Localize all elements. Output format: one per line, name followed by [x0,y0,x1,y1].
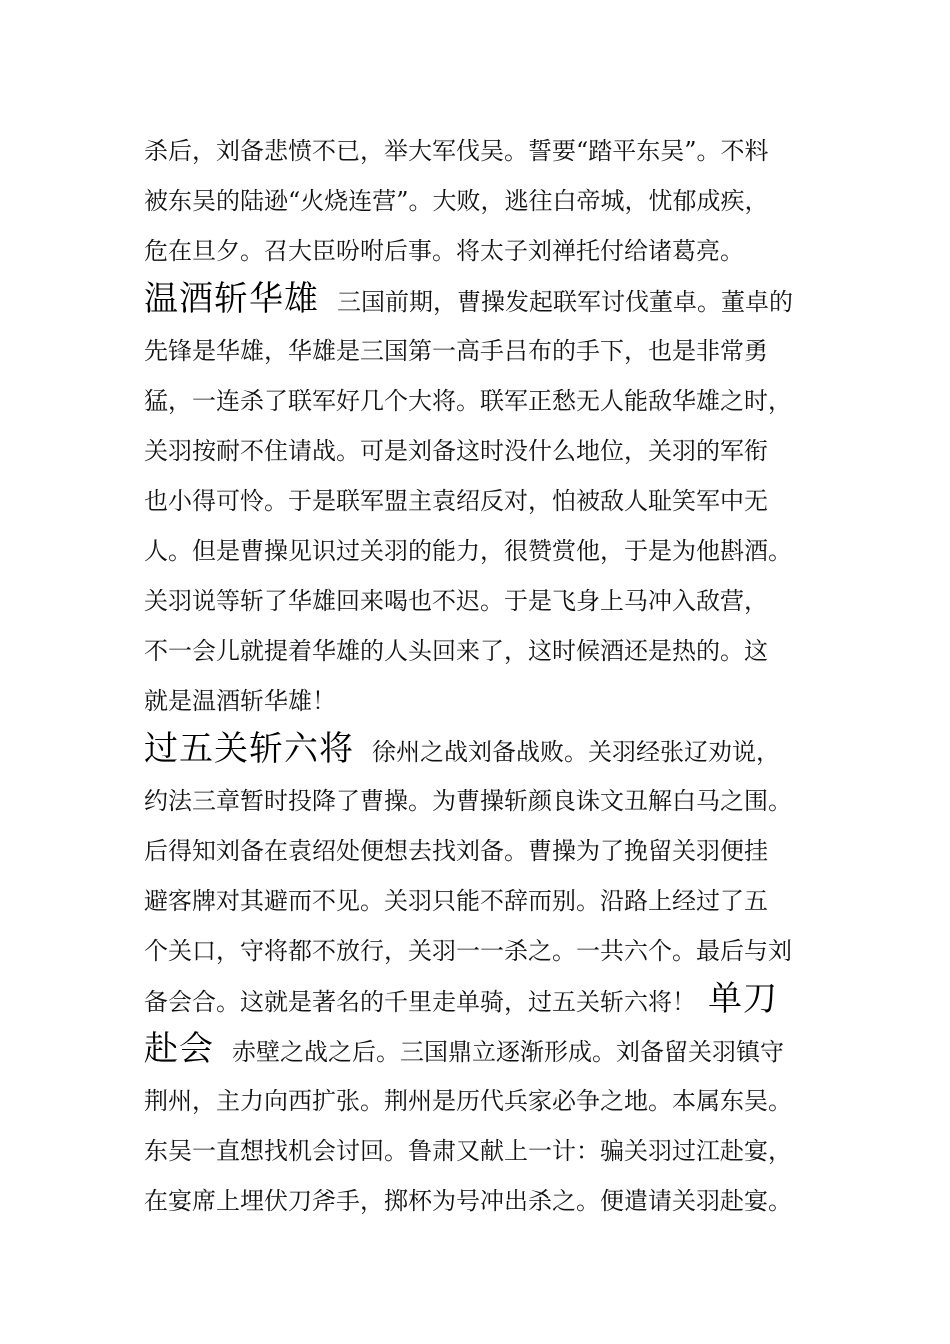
section-heading: 过五关斩六将 [144,729,354,769]
section-heading: 单刀 [708,979,778,1019]
paragraph-line: 个关口，守将都不放行，关羽一一杀之。一共六个。最后与刘 [144,937,792,965]
paragraph-line: 不一会儿就提着华雄的人头回来了，这时候酒还是热的。这 [144,637,768,665]
paragraph-line: 猛，一连杀了联军好几个大将。联军正愁无人能敌华雄之时， [144,387,792,415]
paragraph-line: 杀后，刘备悲愤不已，举大军伐吴。誓要“踏平东吴”。不料 [144,137,769,165]
section-first-line [144,279,824,319]
section-text: 徐州之战刘备战败。关羽经张辽劝说， [372,738,780,766]
paragraph-line: 人。但是曹操见识过关羽的能力，很赞赏他，于是为他斟酒。 [144,537,792,565]
section-heading: 温酒斩华雄 [144,279,319,319]
paragraph-line: 被东吴的陆逊“火烧连营”。大败，逃往白帝城，忧郁成疾， [144,187,769,215]
paragraph-line: 避客牌对其避而不见。关羽只能不辞而别。沿路上经过了五 [144,887,768,915]
section-heading: 赴会 [144,1029,214,1069]
paragraph-line: 先锋是华雄，华雄是三国第一高手吕布的手下，也是非常勇 [144,337,768,365]
section-first-line [144,729,824,769]
paragraph-line: 约法三章暂时投降了曹操。为曹操斩颜良诛文丑解白马之围。 [144,787,792,815]
section-first-line [144,1029,824,1069]
paragraph-line [144,979,824,1019]
paragraph-line: 就是温酒斩华雄！ [144,687,336,715]
paragraph-line: 也小得可怜。于是联军盟主袁绍反对，怕被敌人耻笑军中无 [144,487,768,515]
paragraph-line: 危在旦夕。召大臣吩咐后事。将太子刘禅托付给诸葛亮。 [144,237,744,265]
paragraph-line: 后得知刘备在袁绍处便想去找刘备。曹操为了挽留关羽便挂 [144,837,768,865]
paragraph-line: 关羽按耐不住请战。可是刘备这时没什么地位，关羽的军衔 [144,437,768,465]
paragraph-line: 荆州，主力向西扩张。荆州是历代兵家必争之地。本属东吴。 [144,1087,792,1115]
section-text: 三国前期，曹操发起联军讨伐董卓。董卓的 [337,288,793,316]
paragraph-line: 在宴席上埋伏刀斧手，掷杯为号冲出杀之。便遣请关羽赴宴。 [144,1187,792,1215]
paragraph-line: 关羽说等斩了华雄回来喝也不迟。于是飞身上马冲入敌营， [144,587,768,615]
section-text: 赤壁之战之后。三国鼎立逐渐形成。刘备留关羽镇守 [232,1038,784,1066]
paragraph-line: 东吴一直想找机会讨回。鲁肃又献上一计：骗关羽过江赴宴， [144,1137,792,1165]
section-text: 备会合。这就是著名的千里走单骑，过五关斩六将！ [144,988,696,1016]
